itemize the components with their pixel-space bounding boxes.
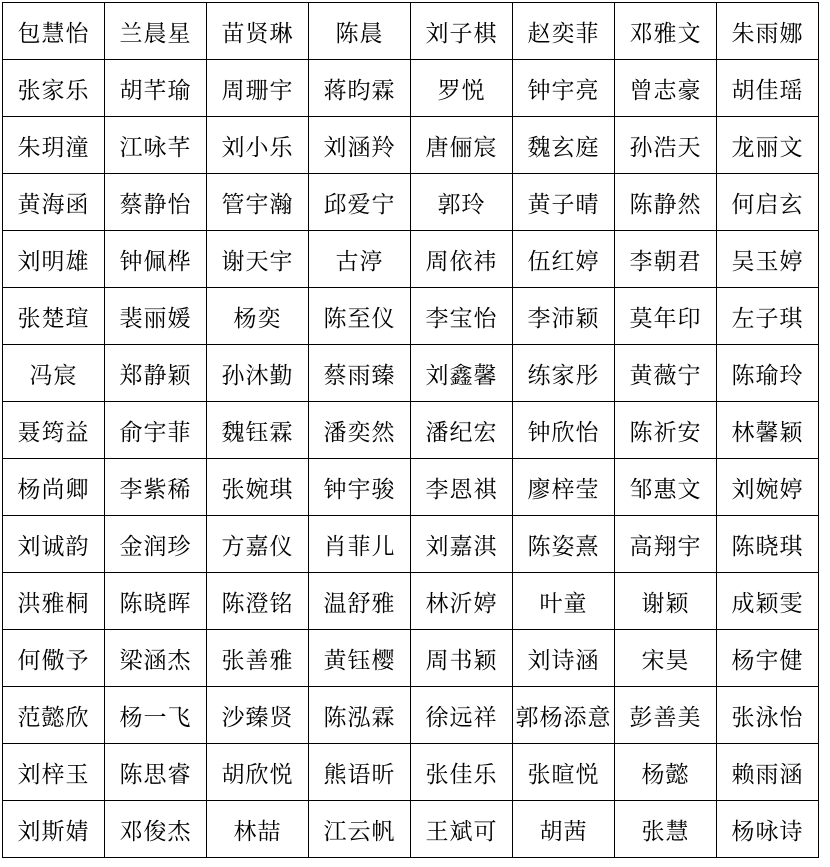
name-cell: 刘小乐 — [207, 117, 309, 174]
name-cell: 钟宇亮 — [513, 60, 615, 117]
name-cell: 练家彤 — [513, 345, 615, 402]
table-row — [3, 573, 819, 630]
name-cell: 熊语昕 — [309, 744, 411, 801]
name-cell: 伍红婷 — [513, 231, 615, 288]
table-row — [3, 687, 819, 744]
name-cell: 莫年印 — [615, 288, 717, 345]
name-cell: 彭善美 — [615, 687, 717, 744]
name-cell: 潘奕然 — [309, 402, 411, 459]
name-cell: 苗贤琳 — [207, 3, 309, 60]
name-cell: 张暄悦 — [513, 744, 615, 801]
name-cell: 蔡雨臻 — [309, 345, 411, 402]
name-cell: 冯宸 — [3, 345, 105, 402]
name-cell: 高翔宇 — [615, 516, 717, 573]
name-cell: 黄子晴 — [513, 174, 615, 231]
name-cell: 张楚瑄 — [3, 288, 105, 345]
name-cell: 赖雨涵 — [717, 744, 819, 801]
name-cell: 罗悦 — [411, 60, 513, 117]
name-cell: 方嘉仪 — [207, 516, 309, 573]
name-cell: 李朝君 — [615, 231, 717, 288]
name-cell: 肖菲儿 — [309, 516, 411, 573]
name-cell: 徐远祥 — [411, 687, 513, 744]
name-cell: 陈瑜玲 — [717, 345, 819, 402]
table-row — [3, 744, 819, 801]
name-cell: 刘诚韵 — [3, 516, 105, 573]
name-cell: 张佳乐 — [411, 744, 513, 801]
name-cell: 陈晨 — [309, 3, 411, 60]
name-roster — [2, 2, 819, 858]
name-cell: 刘梓玉 — [3, 744, 105, 801]
name-cell: 成颖雯 — [717, 573, 819, 630]
name-cell: 聂筠益 — [3, 402, 105, 459]
name-cell: 张善雅 — [207, 630, 309, 687]
name-cell: 何启玄 — [717, 174, 819, 231]
name-cell: 林馨颖 — [717, 402, 819, 459]
name-cell: 周书颖 — [411, 630, 513, 687]
name-cell: 刘涵羚 — [309, 117, 411, 174]
name-table — [2, 2, 819, 858]
name-cell: 金润珍 — [105, 516, 207, 573]
name-cell: 张家乐 — [3, 60, 105, 117]
name-cell: 龙丽文 — [717, 117, 819, 174]
name-cell: 廖梓莹 — [513, 459, 615, 516]
name-cell: 刘嘉淇 — [411, 516, 513, 573]
name-cell: 杨懿 — [615, 744, 717, 801]
name-cell: 陈晓晖 — [105, 573, 207, 630]
name-cell: 江咏芊 — [105, 117, 207, 174]
name-cell: 何儆予 — [3, 630, 105, 687]
table-row — [3, 3, 819, 60]
name-cell: 陈祈安 — [615, 402, 717, 459]
name-cell: 江云帆 — [309, 801, 411, 858]
name-cell: 郭玲 — [411, 174, 513, 231]
name-cell: 胡茜 — [513, 801, 615, 858]
name-cell: 魏钰霖 — [207, 402, 309, 459]
name-cell: 杨咏诗 — [717, 801, 819, 858]
name-cell: 吴玉婷 — [717, 231, 819, 288]
name-cell: 黄海函 — [3, 174, 105, 231]
name-cell: 杨奕 — [207, 288, 309, 345]
table-row — [3, 801, 819, 858]
name-cell: 包慧怡 — [3, 3, 105, 60]
name-cell: 郭杨添意 — [513, 687, 615, 744]
name-cell: 左子琪 — [717, 288, 819, 345]
table-row — [3, 630, 819, 687]
name-cell: 唐俪宸 — [411, 117, 513, 174]
name-cell: 黄钰樱 — [309, 630, 411, 687]
table-row — [3, 117, 819, 174]
name-cell: 范懿欣 — [3, 687, 105, 744]
name-cell: 孙沐勤 — [207, 345, 309, 402]
name-cell: 张婉琪 — [207, 459, 309, 516]
name-cell: 古渟 — [309, 231, 411, 288]
name-cell: 胡芊瑜 — [105, 60, 207, 117]
table-row — [3, 516, 819, 573]
name-cell: 刘诗涵 — [513, 630, 615, 687]
name-cell: 周依祎 — [411, 231, 513, 288]
name-cell: 裴丽媛 — [105, 288, 207, 345]
name-cell: 陈澄铭 — [207, 573, 309, 630]
table-row — [3, 60, 819, 117]
table-row — [3, 231, 819, 288]
name-cell: 陈至仪 — [309, 288, 411, 345]
name-cell: 钟欣怡 — [513, 402, 615, 459]
name-cell: 张慧 — [615, 801, 717, 858]
table-row — [3, 174, 819, 231]
name-cell: 杨一飞 — [105, 687, 207, 744]
name-cell: 刘斯婧 — [3, 801, 105, 858]
table-row — [3, 402, 819, 459]
name-cell: 赵奕菲 — [513, 3, 615, 60]
name-cell: 温舒雅 — [309, 573, 411, 630]
name-cell: 兰晨星 — [105, 3, 207, 60]
name-cell: 钟佩桦 — [105, 231, 207, 288]
name-cell: 杨宇健 — [717, 630, 819, 687]
name-cell: 陈思睿 — [105, 744, 207, 801]
name-cell: 潘纪宏 — [411, 402, 513, 459]
name-cell: 沙臻贤 — [207, 687, 309, 744]
name-cell: 李宝怡 — [411, 288, 513, 345]
name-cell: 郑静颖 — [105, 345, 207, 402]
name-cell: 管宇瀚 — [207, 174, 309, 231]
name-cell: 魏玄庭 — [513, 117, 615, 174]
name-cell: 邓雅文 — [615, 3, 717, 60]
name-cell: 邹惠文 — [615, 459, 717, 516]
name-cell: 杨尚卿 — [3, 459, 105, 516]
table-row — [3, 345, 819, 402]
name-cell: 刘明雄 — [3, 231, 105, 288]
name-cell: 李紫稀 — [105, 459, 207, 516]
name-cell: 宋昊 — [615, 630, 717, 687]
name-cell: 陈泓霖 — [309, 687, 411, 744]
name-cell: 胡欣悦 — [207, 744, 309, 801]
name-table-body — [3, 3, 819, 858]
name-cell: 曾志豪 — [615, 60, 717, 117]
table-row — [3, 288, 819, 345]
name-cell: 李恩祺 — [411, 459, 513, 516]
name-cell: 王斌可 — [411, 801, 513, 858]
name-cell: 梁涵杰 — [105, 630, 207, 687]
name-cell: 张泳怡 — [717, 687, 819, 744]
name-cell: 邱爱宁 — [309, 174, 411, 231]
table-row — [3, 459, 819, 516]
name-cell: 蒋昀霖 — [309, 60, 411, 117]
name-cell: 谢天宇 — [207, 231, 309, 288]
name-cell: 洪雅桐 — [3, 573, 105, 630]
name-cell: 周珊宇 — [207, 60, 309, 117]
name-cell: 陈姿熹 — [513, 516, 615, 573]
name-cell: 林沂婷 — [411, 573, 513, 630]
name-cell: 林喆 — [207, 801, 309, 858]
name-cell: 陈静然 — [615, 174, 717, 231]
name-cell: 刘子棋 — [411, 3, 513, 60]
name-cell: 刘鑫馨 — [411, 345, 513, 402]
name-cell: 谢颖 — [615, 573, 717, 630]
name-cell: 刘婉婷 — [717, 459, 819, 516]
name-cell: 黄薇宁 — [615, 345, 717, 402]
name-cell: 朱玥潼 — [3, 117, 105, 174]
name-cell: 蔡静怡 — [105, 174, 207, 231]
name-cell: 孙浩天 — [615, 117, 717, 174]
name-cell: 李沛颖 — [513, 288, 615, 345]
name-cell: 钟宇骏 — [309, 459, 411, 516]
name-cell: 朱雨娜 — [717, 3, 819, 60]
name-cell: 陈晓琪 — [717, 516, 819, 573]
name-cell: 俞宇菲 — [105, 402, 207, 459]
name-cell: 胡佳瑶 — [717, 60, 819, 117]
name-cell: 邓俊杰 — [105, 801, 207, 858]
name-cell: 叶童 — [513, 573, 615, 630]
